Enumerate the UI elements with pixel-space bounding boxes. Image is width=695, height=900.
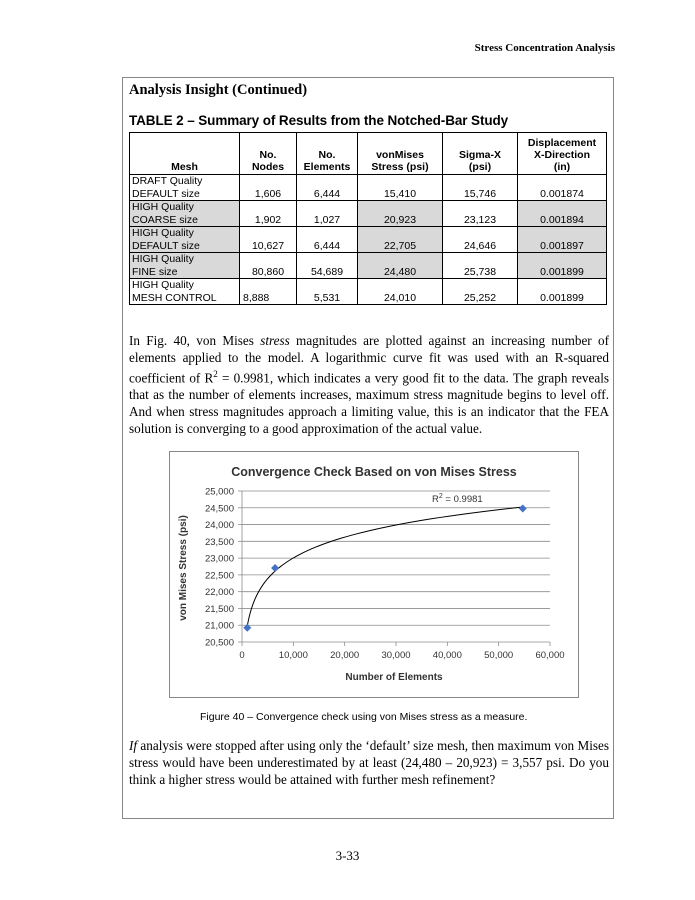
cell-elements: 6,444 <box>297 175 358 201</box>
p1-text-a: In Fig. 40, von Mises <box>129 333 261 348</box>
running-head: Stress Concentration Analysis <box>474 42 615 54</box>
chart-axes <box>242 491 550 642</box>
table-row <box>130 201 607 227</box>
cell-nodes: 1,606 <box>240 175 297 201</box>
table-title: TABLE 2 – Summary of Results from the Notched-Bar Study <box>129 113 509 128</box>
cell-nodes: 10,627 <box>240 227 297 253</box>
cell-vonmises: 20,923 <box>358 201 443 227</box>
col-header-nodes: No. Nodes <box>240 133 297 175</box>
tick-label-y: 25,000 <box>204 486 234 498</box>
chart-r2-annotation: $R^2 = 0.9981$ <box>432 493 483 505</box>
col-header-elements: No. Elements <box>297 133 358 175</box>
cell-mesh: HIGH Quality DEFAULT size <box>130 227 240 253</box>
page-number: 3-33 <box>335 848 360 863</box>
tick-label-x: 30,000 <box>381 650 411 661</box>
cell-vonmises: 24,480 <box>358 253 443 279</box>
table-row <box>130 175 607 201</box>
cell-nodes: 1,902 <box>240 201 297 227</box>
results-table <box>129 132 607 305</box>
tick-label-x: 10,000 <box>278 650 308 661</box>
cell-nodes: 80,860 <box>240 253 297 279</box>
cell-sigma-x: 23,123 <box>443 201 518 227</box>
cell-displacement: 0.001899 <box>518 253 607 279</box>
table-row <box>130 279 607 305</box>
col-header-sigma-x: Sigma-X (psi) <box>443 133 518 175</box>
cell-vonmises: 15,410 <box>358 175 443 201</box>
p1-emphasis: stress <box>260 333 290 348</box>
chart-gridlines <box>242 491 550 625</box>
table-row <box>130 227 607 253</box>
chart-x-ticks <box>239 642 564 661</box>
tick-label-x: 60,000 <box>535 650 565 661</box>
cell-displacement: 0.001894 <box>518 201 607 227</box>
paragraph-question <box>129 737 609 788</box>
tick-label-y: 21,500 <box>204 603 234 615</box>
tick-label-y: 23,000 <box>204 553 234 565</box>
cell-vonmises: 22,705 <box>358 227 443 253</box>
cell-displacement: 0.001874 <box>518 175 607 201</box>
col-header-displacement: Displacement X-Direction (in) <box>518 133 607 175</box>
cell-sigma-x: 24,646 <box>443 227 518 253</box>
cell-sigma-x: 25,252 <box>443 279 518 305</box>
data-point <box>519 504 527 512</box>
tick-label-x: 40,000 <box>432 650 462 661</box>
chart-points <box>243 504 526 631</box>
cell-vonmises: 24,010 <box>358 279 443 305</box>
paragraph-convergence <box>129 332 609 437</box>
p2-emphasis: If <box>129 738 138 753</box>
chart-y-ticks <box>205 487 242 649</box>
cell-mesh: HIGH Quality COARSE size <box>130 201 240 227</box>
cell-sigma-x: 15,746 <box>443 175 518 201</box>
tick-label-x: 50,000 <box>484 650 514 661</box>
p1-text-b: magnitudes are plotted against an increasing number of elements applied to the model. A logarithmic curve fit was used with an R-squared coefficient of R <box>129 333 609 386</box>
cell-displacement: 0.001897 <box>518 227 607 253</box>
col-header-vonmises: vonMises Stress (psi) <box>358 133 443 175</box>
cell-elements: 1,027 <box>297 201 358 227</box>
chart-x-axis-label: Number of Elements <box>345 672 443 683</box>
cell-mesh: DRAFT Quality DEFAULT size <box>130 175 240 201</box>
cell-sigma-x: 25,738 <box>443 253 518 279</box>
cell-elements: 5,531 <box>297 279 358 305</box>
cell-mesh: HIGH Quality MESH CONTROL <box>130 279 240 305</box>
table-row <box>130 253 607 279</box>
cell-elements: 54,689 <box>297 253 358 279</box>
tick-label-y: 24,000 <box>204 520 234 532</box>
p1-superscript: 2 <box>213 369 218 379</box>
table-header-row <box>130 133 607 175</box>
p2-text: analysis were stopped after using only the ‘default’ size mesh, then maximum von Mises stress would have been underestimated by at least (24,480 – 20,923) = 3,557 psi. Do you think a higher stress would be attained with further mesh refinement? <box>129 738 609 787</box>
figure-caption: Figure 40 – Convergence check using von Mises stress as a measure. <box>200 711 528 723</box>
chart-title: Convergence Check Based on von Mises Stress <box>231 465 517 479</box>
col-header-mesh: Mesh <box>130 133 240 175</box>
chart-y-axis-label: von Mises Stress (psi) <box>178 515 189 621</box>
cell-nodes: 8,888 <box>240 279 297 305</box>
cell-displacement: 0.001899 <box>518 279 607 305</box>
tick-label-y: 22,000 <box>204 587 234 599</box>
tick-label-y: 20,500 <box>204 637 234 649</box>
cell-mesh: HIGH Quality FINE size <box>130 253 240 279</box>
tick-label-y: 24,500 <box>204 503 234 515</box>
convergence-chart <box>170 452 578 697</box>
tick-label-y: 21,000 <box>204 620 234 632</box>
chart-container <box>169 451 579 698</box>
insight-title: Analysis Insight (Continued) <box>129 82 308 98</box>
tick-label-y: 23,500 <box>204 536 234 548</box>
p1-text-c: = 0.9981, which indicates a very good fit to the data. The graph reveals that as the number of elements increases, maximum stress magnitude begins to level off. And when stress magnitudes approach a limiting value, this is an indicator that the FEA solution is converging to a good approximation of the actual value. <box>129 370 609 437</box>
tick-label-x: 0 <box>239 650 245 661</box>
tick-label-x: 20,000 <box>330 650 360 661</box>
data-point <box>271 564 279 572</box>
tick-label-y: 22,500 <box>204 570 234 582</box>
cell-elements: 6,444 <box>297 227 358 253</box>
